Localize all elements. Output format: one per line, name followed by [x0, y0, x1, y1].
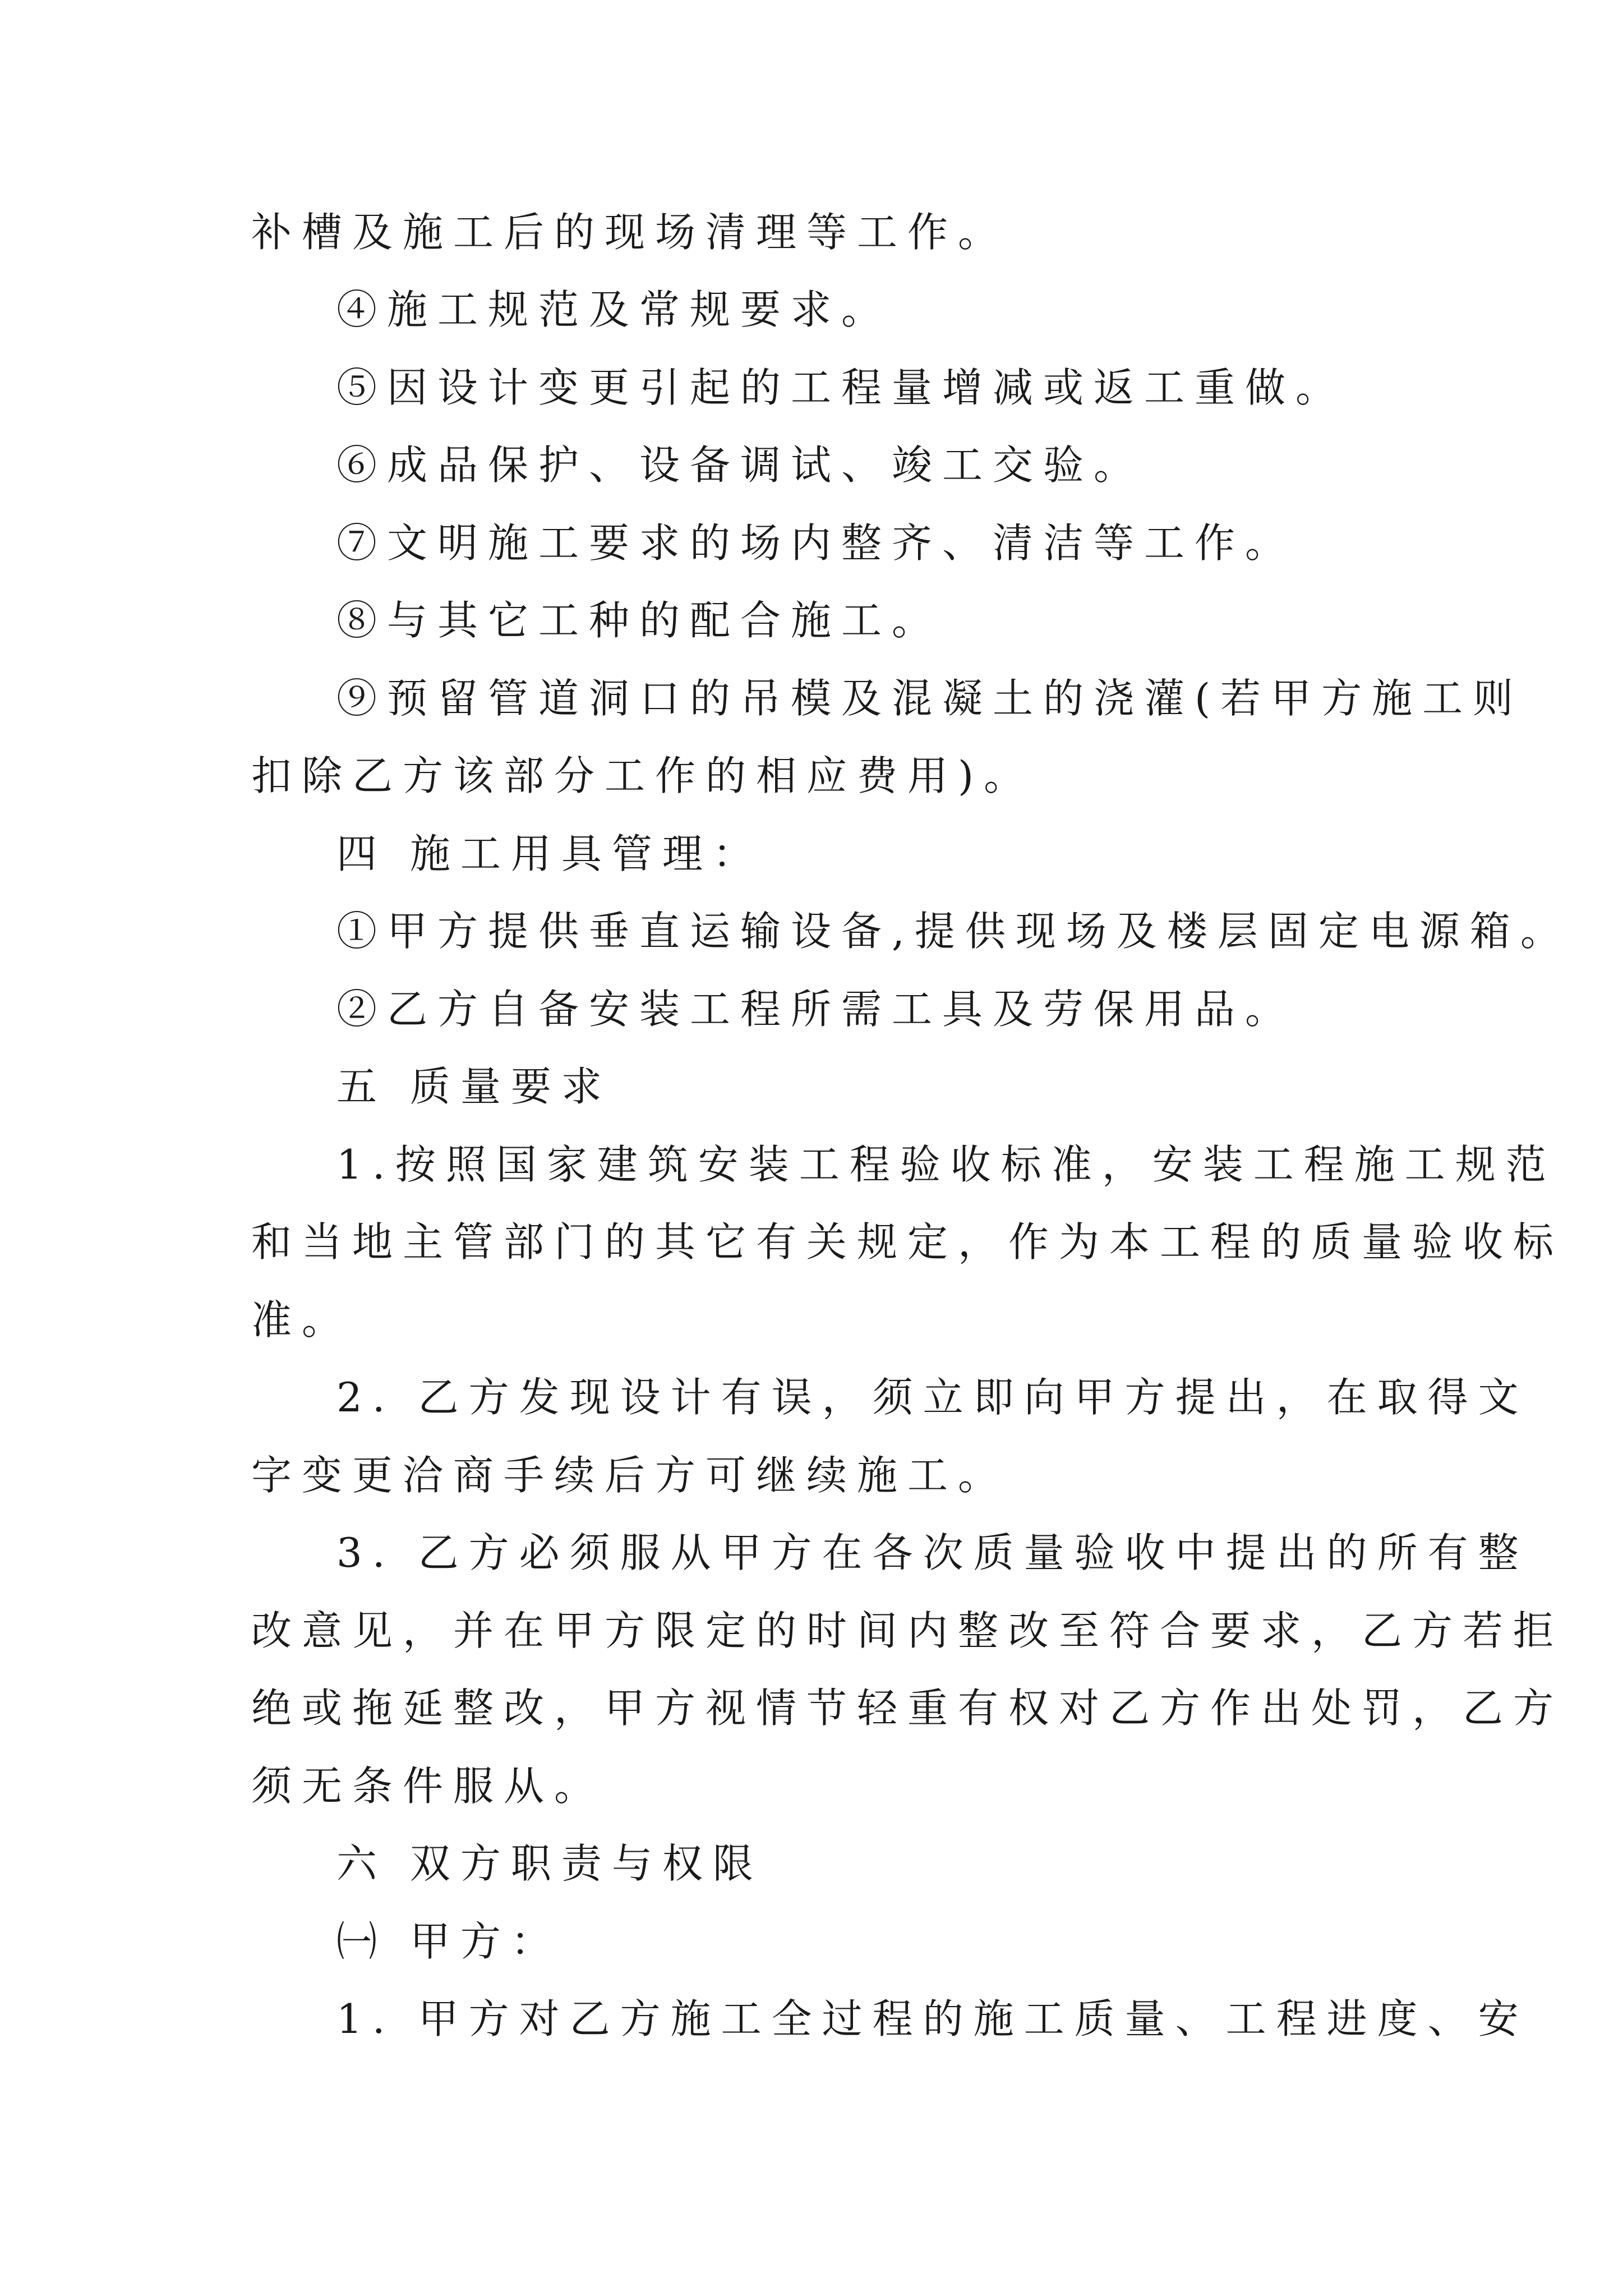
text-line: 和当地主管部门的其它有关规定，作为本工程的质量验收标	[251, 1218, 1564, 1266]
text-line: ①甲方提供垂直运输设备,提供现场及楼层固定电源箱。	[336, 908, 1571, 955]
text-line: 2. 乙方发现设计有误，须立即向甲方提出，在取得文	[336, 1374, 1529, 1421]
section-heading: 五 质量要求	[336, 1063, 612, 1110]
text-line: 扣除乙方该部分工作的相应费用)。	[251, 752, 1035, 799]
text-line: ⑨预留管道洞口的吊模及混凝土的浇灌(若甲方施工则	[336, 675, 1524, 722]
text-line: ⑥成品保护、设备调试、竣工交验。	[336, 441, 1145, 489]
text-line: ⑧与其它工种的配合施工。	[336, 597, 943, 644]
text-line: 1.按照国家建筑安装工程验收标准，安装工程施工规范	[336, 1141, 1556, 1188]
text-line: ④施工规范及常规要求。	[336, 286, 892, 333]
text-line: 1. 甲方对乙方施工全过程的施工质量、工程进度、安	[336, 1995, 1529, 2042]
text-line: 绝或拖延整改，甲方视情节轻重有权对乙方作出处罚，乙方	[251, 1685, 1564, 1732]
text-line: 字变更洽商手续后方可继续施工。	[251, 1452, 1009, 1499]
text-line: ⑤因设计变更引起的工程量增减或返工重做。	[336, 364, 1347, 411]
text-line: 须无条件服从。	[251, 1763, 605, 1810]
text-line: 准。	[251, 1296, 353, 1343]
section-heading: 六 双方职责与权限	[336, 1840, 763, 1887]
text-line: ②乙方自备安装工程所需工具及劳保用品。	[336, 986, 1296, 1033]
text-line: ⑦文明施工要求的场内整齐、清洁等工作。	[336, 519, 1296, 567]
text-line: 3. 乙方必须服从甲方在各次质量验收中提出的所有整	[336, 1529, 1529, 1576]
text-line: 改意见，并在甲方限定的时间内整改至符合要求，乙方若拒	[251, 1607, 1564, 1654]
text-line: 补槽及施工后的现场清理等工作。	[251, 209, 1009, 256]
section-heading: 四 施工用具管理：	[336, 830, 763, 877]
subsection-heading: ㈠ 甲方：	[336, 1918, 561, 1965]
